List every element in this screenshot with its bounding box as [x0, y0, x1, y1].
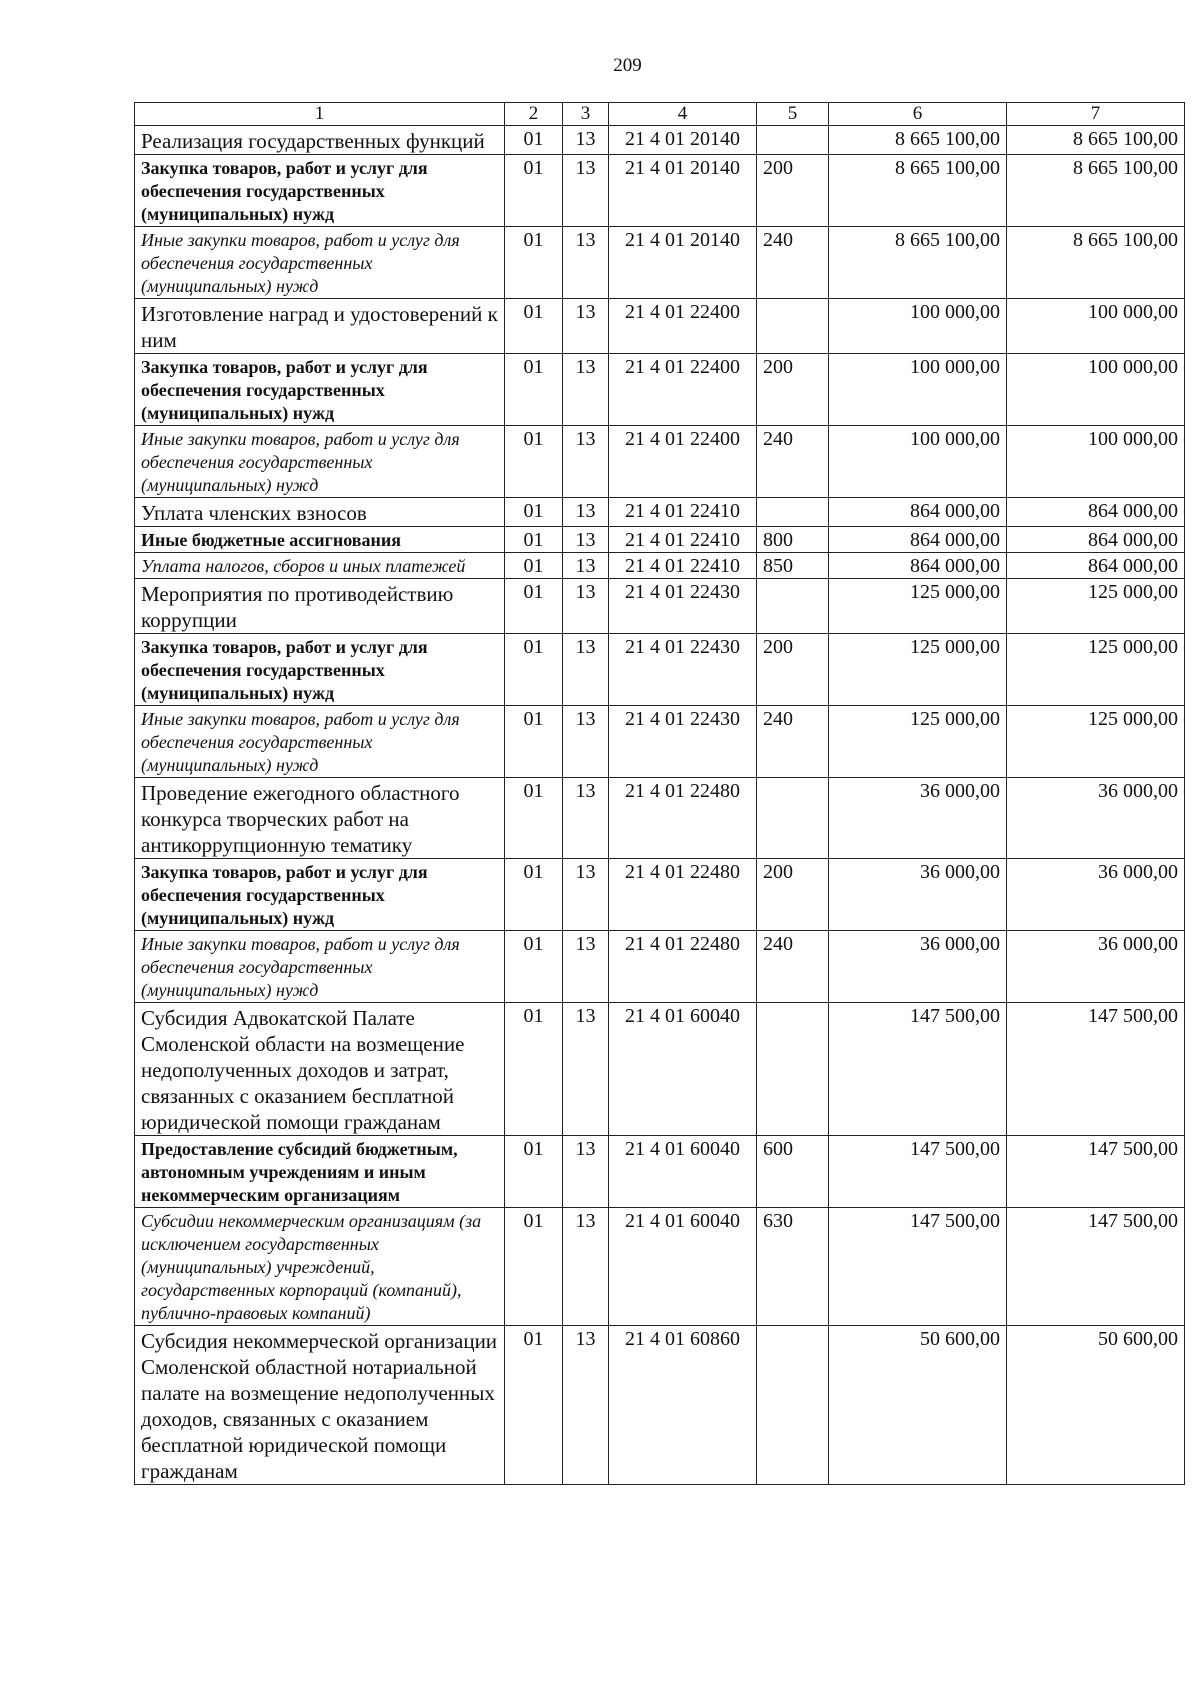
row-amount-col7: 147 500,00 — [1007, 1208, 1185, 1326]
row-amount-col6: 864 000,00 — [829, 498, 1007, 527]
row-expense-type-code: 630 — [757, 1208, 829, 1326]
row-expense-type-code: 850 — [757, 553, 829, 579]
row-subsection-code: 13 — [563, 634, 609, 706]
row-subsection-code: 13 — [563, 1003, 609, 1136]
row-amount-col6: 125 000,00 — [829, 706, 1007, 778]
row-target-code: 21 4 01 22400 — [609, 299, 757, 354]
header-cell-4: 4 — [609, 103, 757, 126]
row-target-code: 21 4 01 22400 — [609, 354, 757, 426]
row-target-code: 21 4 01 22410 — [609, 553, 757, 579]
row-expense-type-code: 240 — [757, 227, 829, 299]
row-section-code: 01 — [505, 426, 563, 498]
row-name: Закупка товаров, работ и услуг для обеспечения государственных (муниципальных) нужд — [135, 354, 505, 426]
row-target-code: 21 4 01 22410 — [609, 498, 757, 527]
row-expense-type-code: 800 — [757, 527, 829, 553]
table-row — [135, 579, 1185, 634]
row-amount-col7: 864 000,00 — [1007, 553, 1185, 579]
header-cell-7: 7 — [1007, 103, 1185, 126]
table-row — [135, 426, 1185, 498]
row-amount-col6: 36 000,00 — [829, 778, 1007, 859]
table-row — [135, 155, 1185, 227]
header-cell-2: 2 — [505, 103, 563, 126]
page-number: 209 — [613, 55, 642, 76]
row-name: Субсидия некоммерческой организации Смоленской областной нотариальной палате на возмещение недополученных доходов, связанных с оказанием бесплатной юридической помощи гражданам — [135, 1326, 505, 1485]
row-name: Иные закупки товаров, работ и услуг для обеспечения государственных (муниципальных) нужд — [135, 426, 505, 498]
row-name: Иные бюджетные ассигнования — [135, 527, 505, 553]
row-expense-type-code: 200 — [757, 155, 829, 227]
row-subsection-code: 13 — [563, 1136, 609, 1208]
row-expense-type-code: 200 — [757, 859, 829, 931]
row-name: Предоставление субсидий бюджетным, автономным учреждениям и иным некоммерческим организациям — [135, 1136, 505, 1208]
row-subsection-code: 13 — [563, 354, 609, 426]
row-section-code: 01 — [505, 553, 563, 579]
row-subsection-code: 13 — [563, 931, 609, 1003]
row-name: Закупка товаров, работ и услуг для обеспечения государственных (муниципальных) нужд — [135, 634, 505, 706]
row-expense-type-code: 200 — [757, 634, 829, 706]
row-amount-col6: 8 665 100,00 — [829, 155, 1007, 227]
row-expense-type-code — [757, 126, 829, 155]
table-row — [135, 1003, 1185, 1136]
row-expense-type-code: 240 — [757, 706, 829, 778]
row-expense-type-code: 600 — [757, 1136, 829, 1208]
row-section-code: 01 — [505, 498, 563, 527]
row-subsection-code: 13 — [563, 299, 609, 354]
row-amount-col7: 100 000,00 — [1007, 299, 1185, 354]
table-body — [135, 126, 1185, 1485]
row-section-code: 01 — [505, 1326, 563, 1485]
row-amount-col7: 147 500,00 — [1007, 1003, 1185, 1136]
row-subsection-code: 13 — [563, 553, 609, 579]
row-amount-col7: 8 665 100,00 — [1007, 126, 1185, 155]
row-name: Уплата налогов, сборов и иных платежей — [135, 553, 505, 579]
row-target-code: 21 4 01 22480 — [609, 778, 757, 859]
row-subsection-code: 13 — [563, 527, 609, 553]
row-section-code: 01 — [505, 859, 563, 931]
row-subsection-code: 13 — [563, 426, 609, 498]
row-name: Проведение ежегодного областного конкурса творческих работ на антикоррупционную тематику — [135, 778, 505, 859]
row-amount-col6: 864 000,00 — [829, 527, 1007, 553]
row-amount-col6: 36 000,00 — [829, 931, 1007, 1003]
header-cell-3: 3 — [563, 103, 609, 126]
row-target-code: 21 4 01 60860 — [609, 1326, 757, 1485]
table-row — [135, 126, 1185, 155]
row-target-code: 21 4 01 20140 — [609, 126, 757, 155]
row-amount-col6: 100 000,00 — [829, 426, 1007, 498]
row-amount-col6: 8 665 100,00 — [829, 126, 1007, 155]
row-section-code: 01 — [505, 527, 563, 553]
row-target-code: 21 4 01 22430 — [609, 579, 757, 634]
row-name: Субсидия Адвокатской Палате Смоленской области на возмещение недополученных доходов и затрат, связанных с оказанием бесплатной юридической помощи гражданам — [135, 1003, 505, 1136]
table-row — [135, 354, 1185, 426]
row-amount-col6: 147 500,00 — [829, 1208, 1007, 1326]
row-amount-col7: 100 000,00 — [1007, 426, 1185, 498]
row-amount-col6: 125 000,00 — [829, 634, 1007, 706]
row-target-code: 21 4 01 22480 — [609, 931, 757, 1003]
row-subsection-code: 13 — [563, 155, 609, 227]
row-section-code: 01 — [505, 155, 563, 227]
row-subsection-code: 13 — [563, 859, 609, 931]
row-amount-col6: 36 000,00 — [829, 859, 1007, 931]
row-name: Реализация государственных функций — [135, 126, 505, 155]
row-amount-col6: 100 000,00 — [829, 299, 1007, 354]
row-amount-col7: 36 000,00 — [1007, 859, 1185, 931]
row-amount-col6: 147 500,00 — [829, 1003, 1007, 1136]
header-row — [135, 103, 1185, 126]
header-cell-6: 6 — [829, 103, 1007, 126]
table-row — [135, 527, 1185, 553]
table-row — [135, 931, 1185, 1003]
row-amount-col7: 125 000,00 — [1007, 706, 1185, 778]
row-amount-col7: 8 665 100,00 — [1007, 155, 1185, 227]
row-name: Субсидии некоммерческим организациям (за исключением государственных (муниципальных) учреждений, государственных корпораций (компаний), публично-правовых компаний) — [135, 1208, 505, 1326]
row-section-code: 01 — [505, 778, 563, 859]
row-subsection-code: 13 — [563, 1326, 609, 1485]
row-subsection-code: 13 — [563, 706, 609, 778]
row-expense-type-code — [757, 1003, 829, 1136]
row-amount-col6: 8 665 100,00 — [829, 227, 1007, 299]
table-row — [135, 634, 1185, 706]
row-section-code: 01 — [505, 634, 563, 706]
row-amount-col6: 864 000,00 — [829, 553, 1007, 579]
row-subsection-code: 13 — [563, 1208, 609, 1326]
row-subsection-code: 13 — [563, 579, 609, 634]
row-target-code: 21 4 01 22400 — [609, 426, 757, 498]
row-target-code: 21 4 01 22410 — [609, 527, 757, 553]
row-target-code: 21 4 01 22430 — [609, 706, 757, 778]
row-subsection-code: 13 — [563, 126, 609, 155]
row-expense-type-code — [757, 498, 829, 527]
row-amount-col6: 125 000,00 — [829, 579, 1007, 634]
row-name: Иные закупки товаров, работ и услуг для обеспечения государственных (муниципальных) нужд — [135, 706, 505, 778]
table-row — [135, 1326, 1185, 1485]
row-section-code: 01 — [505, 1208, 563, 1326]
row-amount-col7: 100 000,00 — [1007, 354, 1185, 426]
row-amount-col7: 125 000,00 — [1007, 579, 1185, 634]
row-target-code: 21 4 01 20140 — [609, 227, 757, 299]
row-expense-type-code: 240 — [757, 931, 829, 1003]
row-expense-type-code: 200 — [757, 354, 829, 426]
row-section-code: 01 — [505, 931, 563, 1003]
table-row — [135, 706, 1185, 778]
row-subsection-code: 13 — [563, 498, 609, 527]
row-amount-col6: 50 600,00 — [829, 1326, 1007, 1485]
header-cell-5: 5 — [757, 103, 829, 126]
row-section-code: 01 — [505, 579, 563, 634]
row-amount-col7: 147 500,00 — [1007, 1136, 1185, 1208]
table-row — [135, 1136, 1185, 1208]
row-amount-col7: 864 000,00 — [1007, 527, 1185, 553]
row-target-code: 21 4 01 20140 — [609, 155, 757, 227]
row-name: Закупка товаров, работ и услуг для обеспечения государственных (муниципальных) нужд — [135, 155, 505, 227]
table-row — [135, 227, 1185, 299]
row-name: Уплата членских взносов — [135, 498, 505, 527]
row-amount-col7: 864 000,00 — [1007, 498, 1185, 527]
row-expense-type-code — [757, 778, 829, 859]
table-row — [135, 498, 1185, 527]
row-amount-col6: 100 000,00 — [829, 354, 1007, 426]
row-name: Закупка товаров, работ и услуг для обеспечения государственных (муниципальных) нужд — [135, 859, 505, 931]
row-target-code: 21 4 01 22480 — [609, 859, 757, 931]
row-amount-col7: 50 600,00 — [1007, 1326, 1185, 1485]
budget-table — [134, 102, 1185, 1485]
row-section-code: 01 — [505, 299, 563, 354]
row-target-code: 21 4 01 22430 — [609, 634, 757, 706]
header-cell-1: 1 — [135, 103, 505, 126]
row-subsection-code: 13 — [563, 778, 609, 859]
row-name: Иные закупки товаров, работ и услуг для обеспечения государственных (муниципальных) нужд — [135, 227, 505, 299]
row-amount-col6: 147 500,00 — [829, 1136, 1007, 1208]
row-amount-col7: 36 000,00 — [1007, 931, 1185, 1003]
row-section-code: 01 — [505, 1003, 563, 1136]
row-section-code: 01 — [505, 227, 563, 299]
row-amount-col7: 36 000,00 — [1007, 778, 1185, 859]
table-row — [135, 778, 1185, 859]
row-target-code: 21 4 01 60040 — [609, 1208, 757, 1326]
row-expense-type-code: 240 — [757, 426, 829, 498]
row-expense-type-code — [757, 1326, 829, 1485]
row-section-code: 01 — [505, 706, 563, 778]
table-row — [135, 299, 1185, 354]
row-name: Иные закупки товаров, работ и услуг для обеспечения государственных (муниципальных) нужд — [135, 931, 505, 1003]
row-target-code: 21 4 01 60040 — [609, 1136, 757, 1208]
row-section-code: 01 — [505, 354, 563, 426]
row-name: Изготовление наград и удостоверений к ним — [135, 299, 505, 354]
row-section-code: 01 — [505, 1136, 563, 1208]
row-expense-type-code — [757, 579, 829, 634]
table-row — [135, 1208, 1185, 1326]
table-row — [135, 553, 1185, 579]
row-amount-col7: 125 000,00 — [1007, 634, 1185, 706]
row-target-code: 21 4 01 60040 — [609, 1003, 757, 1136]
row-section-code: 01 — [505, 126, 563, 155]
row-subsection-code: 13 — [563, 227, 609, 299]
table-row — [135, 859, 1185, 931]
row-expense-type-code — [757, 299, 829, 354]
row-name: Мероприятия по противодействию коррупции — [135, 579, 505, 634]
row-amount-col7: 8 665 100,00 — [1007, 227, 1185, 299]
